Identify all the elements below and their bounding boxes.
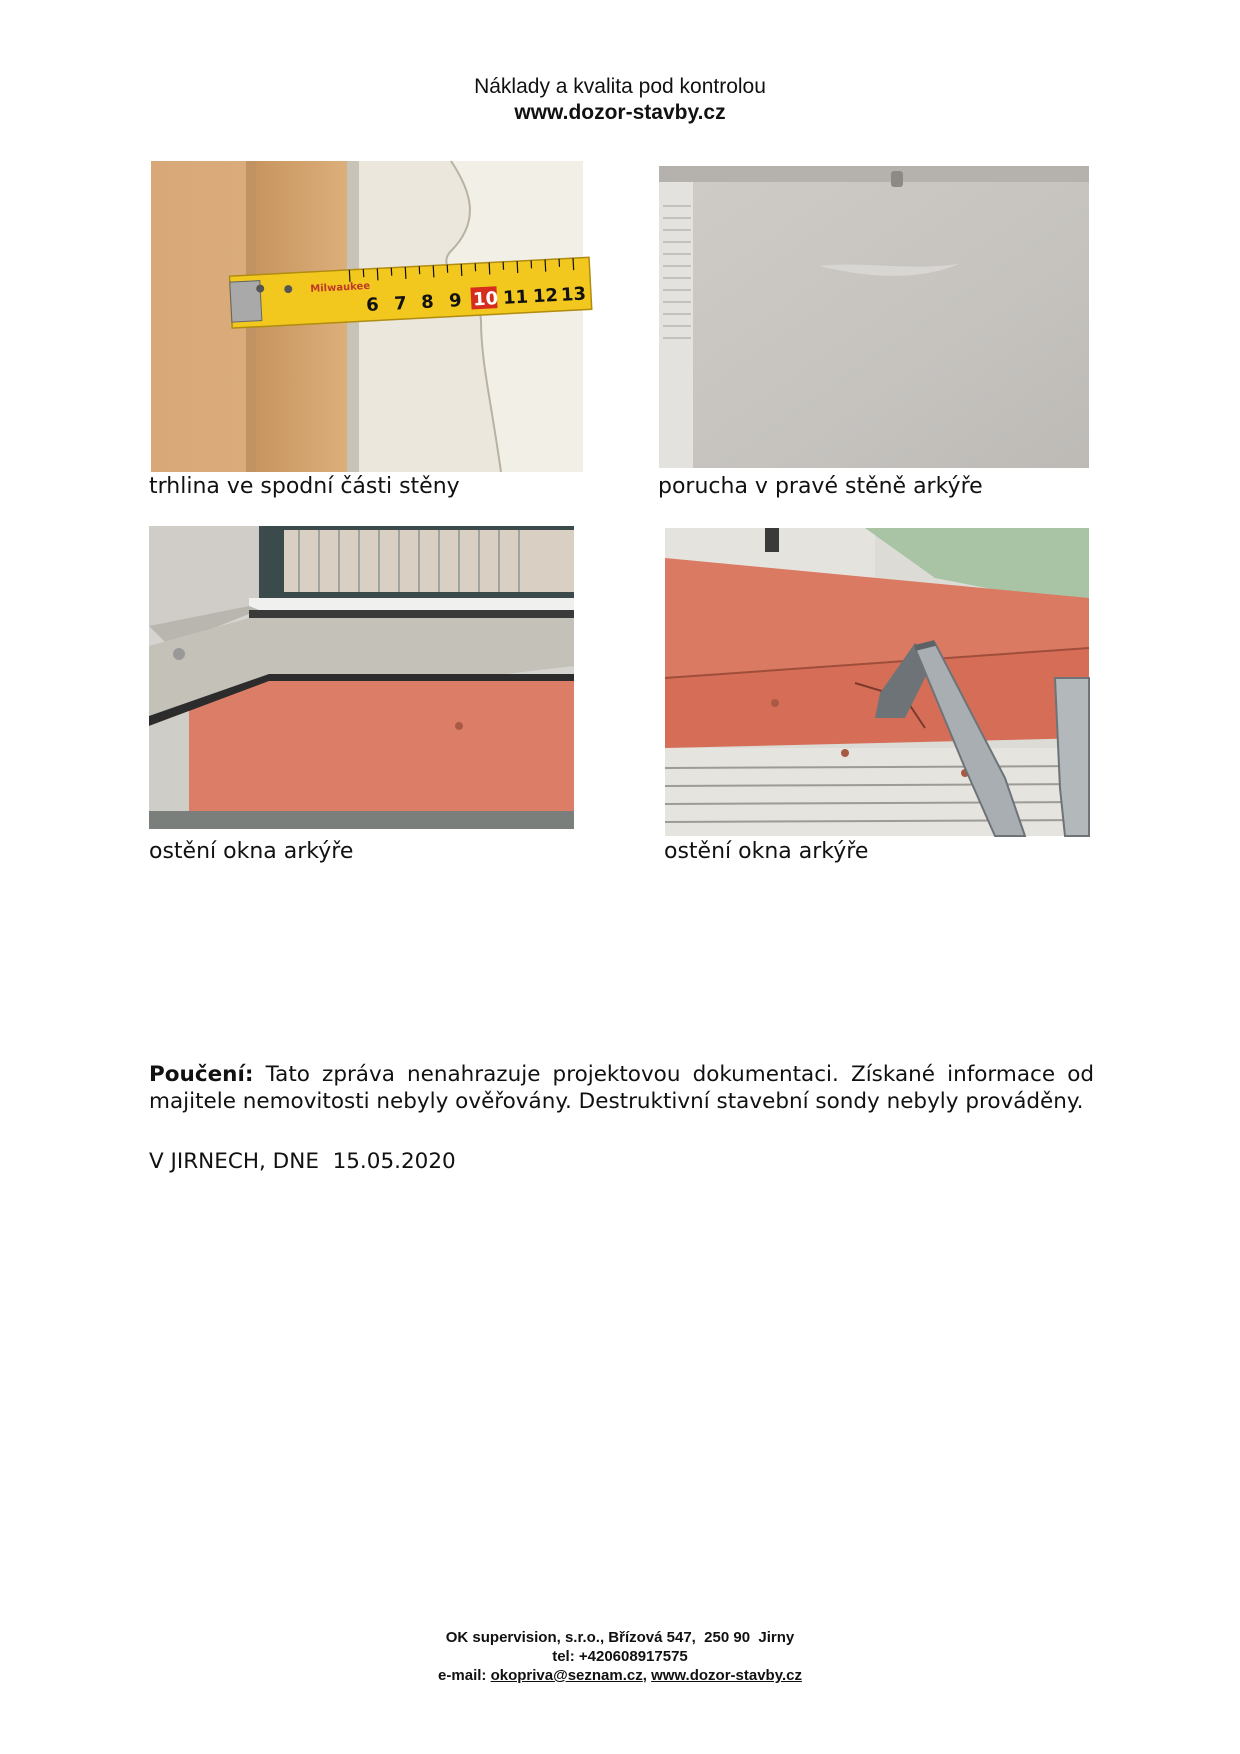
photo-window-reveal-1-image bbox=[149, 526, 574, 829]
header-tagline: Náklady a kvalita pod kontrolou bbox=[474, 75, 766, 98]
footer-company: OK supervision, s.r.o., Břízová 547, 250 90 Jirny bbox=[445, 1629, 795, 1646]
photo-caption: porucha v pravé stěně arkýře bbox=[658, 474, 983, 499]
footer-tel: tel: +420608917575 bbox=[552, 1648, 688, 1665]
dateline-date: 15.05.2020 bbox=[332, 1149, 456, 1174]
footer-website-link[interactable]: www.dozor-stavby.cz bbox=[651, 1667, 802, 1684]
notice-paragraph bbox=[149, 1061, 1094, 1115]
photo-caption: ostění okna arkýře bbox=[664, 839, 869, 864]
footer-contact-line bbox=[0, 1666, 1240, 1685]
photo-caption: trhlina ve spodní části stěny bbox=[149, 474, 460, 499]
dateline-place: V JIRNECH, DNE bbox=[149, 1149, 319, 1174]
page-header bbox=[0, 74, 1240, 126]
tape-number: 13 bbox=[560, 283, 587, 306]
photo-wall-crack-image bbox=[151, 161, 587, 472]
footer-email-link[interactable]: okopriva@seznam.cz bbox=[490, 1667, 643, 1684]
header-website: www.dozor-stavby.cz bbox=[514, 101, 726, 124]
tape-number: 7 bbox=[393, 292, 408, 315]
tape-number: 11 bbox=[502, 286, 529, 309]
photo-window-reveal-2 bbox=[665, 528, 1089, 836]
dateline bbox=[149, 1148, 456, 1175]
photo-bay-wall-image bbox=[659, 166, 1089, 468]
notice-label: Poučení: bbox=[149, 1062, 254, 1087]
page-footer bbox=[0, 1628, 1240, 1685]
tape-number: 9 bbox=[448, 290, 463, 312]
tape-number-highlight: 10 bbox=[472, 288, 499, 311]
photo-caption: ostění okna arkýře bbox=[149, 839, 354, 864]
tape-brand-label: Milwaukee bbox=[310, 280, 371, 295]
footer-email-label: e-mail: bbox=[438, 1667, 491, 1684]
notice-text: Tato zpráva nenahrazuje projektovou dokumentaci. Získané informace od majitele nemovitosti nebyly ověřovány. Destruktivní stavební sondy nebyly prováděny. bbox=[149, 1062, 1094, 1114]
photo-wall-crack bbox=[151, 161, 587, 472]
tape-number: 12 bbox=[532, 285, 559, 308]
photo-bay-wall bbox=[659, 166, 1089, 468]
photo-window-reveal-1 bbox=[149, 526, 574, 829]
tape-number: 6 bbox=[365, 294, 380, 317]
footer-separator: , bbox=[642, 1667, 652, 1684]
tape-number: 8 bbox=[420, 291, 435, 314]
photo-window-reveal-2-image bbox=[665, 528, 1089, 836]
